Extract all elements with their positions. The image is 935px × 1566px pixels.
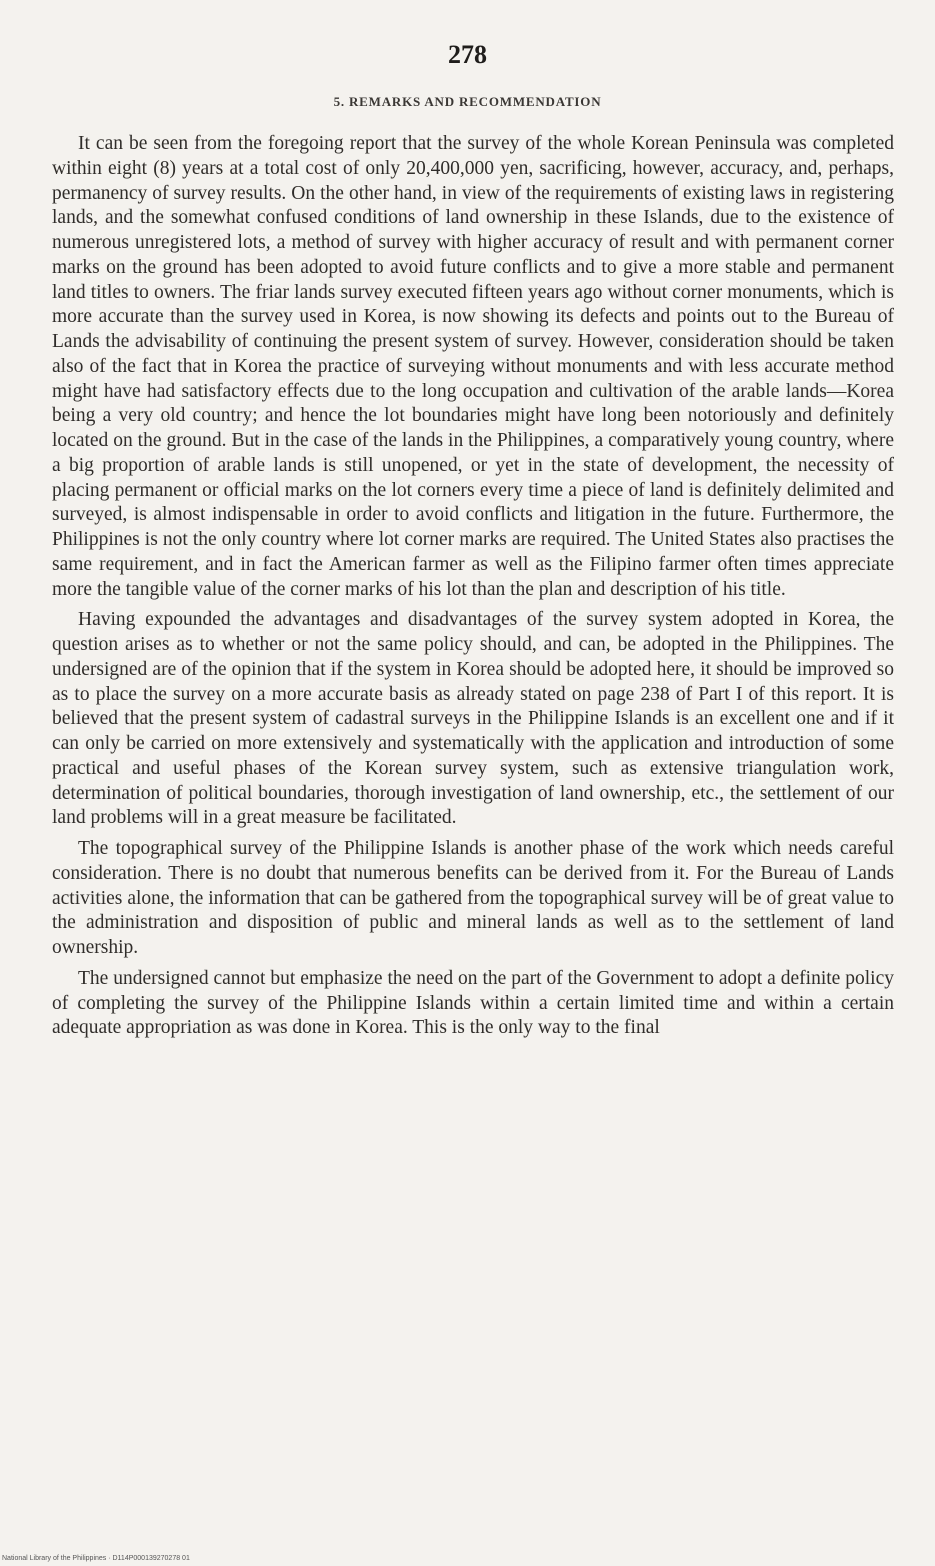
page-number: 278 (448, 40, 487, 69)
paragraph-3: The topographical survey of the Philippine Islands is another phase of the work which needs careful consideration. There is no doubt that numerous benefits can be derived from it. For the Bureau of Lands activities alone, the information that can be gathered from the topographical survey will be of great value to the administration and disposition of public and mineral lands as well as to the settlement of land ownership. (52, 838, 894, 958)
section-heading: 5. REMARKS AND RECOMMENDATION (333, 94, 602, 109)
body-text (52, 132, 894, 1047)
paragraph-2: Having expounded the advantages and disadvantages of the survey system adopted in Korea, the question arises as to whether or not the same policy should, and can, be adopted in the Philippines. The undersigned are of the opinion that if the system in Korea should be adopted here, it should be improved so as to place the survey on a more accurate basis as already stated on page 238 of Part I of this report. It is believed that the present system of cadastral surveys in the Philippine Islands is an excellent one and if it can only be carried on more extensively and systematically with the application and introduction of some practical and useful phases of the Korean survey system, such as extensive triangulation work, determination of political boundaries, thorough investigation of land ownership, etc., the settlement of our land problems will in a great measure be facilitated. (52, 609, 894, 829)
paragraph-1: It can be seen from the foregoing report that the survey of the whole Korean Peninsula was completed within eight (8) years at a total cost of only 20,400,000 yen, sacrificing, however, accuracy, and, perhaps, permanency of survey results. On the other hand, in view of the requirements of existing laws in registering lands, and the somewhat confused conditions of land ownership in these Islands, due to the existence of numerous unregistered lots, a method of survey with higher accuracy of result and with permanent corner marks on the ground has been adopted to avoid future conflicts and to give a more stable and permanent land titles to owners. The friar lands survey executed fifteen years ago without corner monuments, which is more accurate than the survey used in Korea, is now showing its defects and points out to the Bureau of Lands the advisability of continuing the present system of survey. However, consideration should be taken also of the fact that in Korea the practice of surveying without monuments and with less accurate method might have had satisfactory effects due to the long occupation and cultivation of the arable lands—Korea being a very old country; and hence the lot boundaries might have long been notoriously and definitely located on the ground. But in the case of the lands in the Philippines, a comparatively young country, where a big proportion of arable lands is still unopened, or yet in the state of development, the necessity of placing permanent or official marks on the lot corners every time a piece of land is definitely delimited and surveyed, is almost indispensable in order to avoid conflicts and litigation in the future. Furthermore, the Philippines is not the only country where lot corner marks are required. The United States also practises the same requirement, and in fact the American farmer as well as the Filipino farmer often times appreciate more the tangible value of the corner marks of his lot than the plan and description of his title. (52, 133, 894, 600)
library-footer-note: National Library of the Philippines · D114P000139270278 01 (2, 1555, 190, 1562)
paragraph-4: The undersigned cannot but emphasize the need on the part of the Government to adopt a definite policy of completing the survey of the Philippine Islands within a certain limited time and within a certain adequate appropriation as was done in Korea. This is the only way to the final (52, 967, 894, 1039)
